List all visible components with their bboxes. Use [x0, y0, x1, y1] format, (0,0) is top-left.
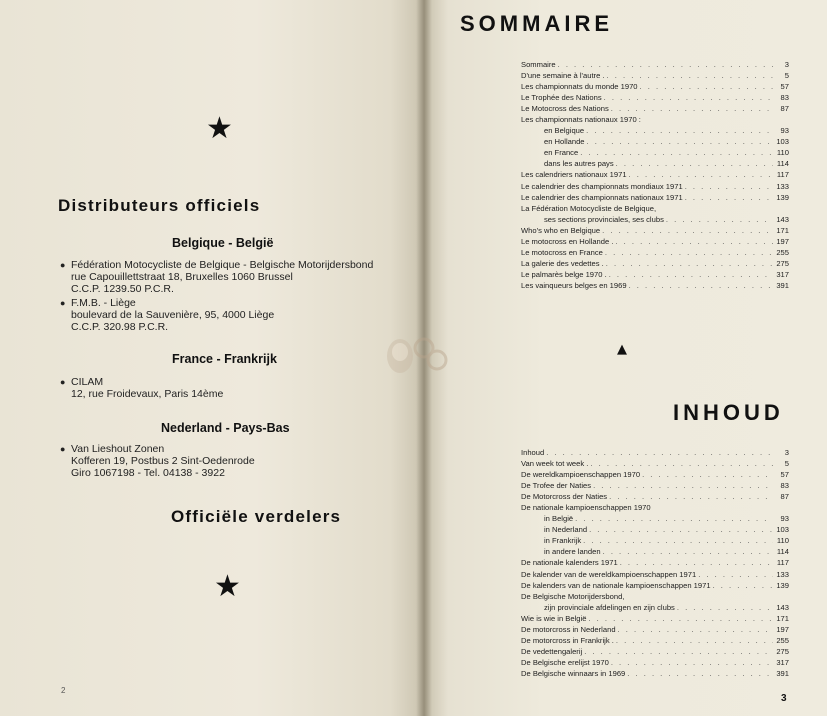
toc-label: De motorcross in Nederland	[521, 624, 616, 634]
toc-label: Les championnats du monde 1970	[521, 82, 638, 92]
toc-leader-dots	[614, 635, 773, 646]
sommaire-entry	[521, 236, 789, 247]
country-france-title: France - Frankrijk	[172, 352, 277, 366]
inhoud-entry	[521, 458, 789, 469]
toc-label: De wereldkampioenschappen 1970	[521, 470, 641, 480]
inhoud-entry	[521, 480, 789, 491]
sommaire-entry	[521, 225, 789, 236]
toc-label: De Belgische erelijst 1970	[521, 657, 609, 667]
distributor-account: C.C.P. 1239.50 P.C.R.	[71, 283, 174, 295]
toc-leader-dots	[556, 59, 773, 70]
toc-leader-dots	[683, 192, 773, 203]
toc-leader-dots	[588, 458, 773, 469]
bullet-icon: ●	[60, 377, 66, 387]
toc-leader-dots	[618, 557, 773, 568]
toc-label: Le motocross en Hollande .	[521, 236, 614, 246]
toc-leader-dots	[600, 225, 773, 236]
toc-leader-dots	[603, 247, 773, 258]
distributor-address: 12, rue Froidevaux, Paris 14ème	[71, 388, 224, 400]
toc-leader-dots	[609, 103, 773, 114]
sommaire-entry	[521, 214, 789, 225]
toc-page-number: 5	[784, 459, 789, 469]
inhoud-entry	[521, 524, 789, 535]
toc-label: De Belgische Motorijdersbond,	[521, 591, 625, 601]
toc-label: Le Motocross des Nations	[521, 104, 609, 114]
inhoud-entry	[521, 602, 789, 613]
toc-page-number: 275	[776, 258, 789, 268]
inhoud-entry	[521, 546, 789, 557]
toc-label: Le calendrier des championnats mondiaux 1971	[521, 181, 683, 191]
bullet-icon: ●	[60, 260, 66, 270]
toc-page-number: 3	[784, 448, 789, 457]
toc-leader-dots	[614, 158, 773, 169]
toc-label: La Fédération Motocycliste de Belgique,	[521, 203, 657, 213]
toc-page-number: 103	[776, 137, 789, 147]
toc-page-number: 114	[776, 159, 789, 169]
toc-page-number: 5	[784, 71, 789, 81]
toc-page-number: 197	[776, 236, 789, 246]
toc-label: La galerie des vedettes .	[521, 258, 604, 268]
toc-page-number: 117	[776, 170, 789, 180]
toc-page-number: 139	[776, 580, 789, 590]
inhoud-entry	[521, 447, 789, 458]
country-belgium-title: Belgique - België	[172, 236, 274, 250]
toc-label: Le Trophée des Nations	[521, 93, 602, 103]
inhoud-entry	[521, 646, 789, 657]
country-netherlands-title: Nederland - Pays-Bas	[161, 421, 290, 435]
sommaire-entry	[521, 269, 789, 280]
toc-label: De Belgische winnaars in 1969	[521, 668, 626, 678]
sommaire-entry	[521, 147, 789, 158]
sommaire-entry	[521, 114, 789, 125]
toc-leader-dots	[585, 136, 773, 147]
distributor-name: CILAM	[71, 376, 104, 388]
toc-page-number: 171	[776, 613, 789, 623]
toc-leader-dots	[640, 469, 773, 480]
distributor-entry	[60, 259, 374, 295]
toc-leader-dots	[591, 480, 773, 491]
page-number-left: 2	[61, 686, 66, 695]
inhoud-entry	[521, 668, 789, 679]
toc-label: Le calendrier des championnats nationaux 1971	[521, 192, 683, 202]
sommaire-entry	[521, 247, 789, 258]
toc-page-number: 93	[780, 514, 789, 524]
sommaire-list	[521, 59, 789, 291]
toc-page-number: 255	[776, 635, 789, 645]
toc-page-number: 133	[776, 181, 789, 191]
inhoud-entry	[521, 557, 789, 568]
inhoud-entry	[521, 491, 789, 502]
sommaire-entry	[521, 203, 789, 214]
bullet-icon: ●	[60, 298, 66, 308]
distributor-name: Fédération Motocycliste de Belgique - Belgische Motorijdersbond	[71, 259, 374, 271]
toc-page-number: 87	[780, 104, 789, 114]
sommaire-entry	[521, 192, 789, 203]
toc-leader-dots	[573, 513, 773, 524]
sommaire-entry	[521, 70, 789, 81]
toc-label: zijn provinciale afdelingen en zijn clubs	[544, 602, 675, 612]
sommaire-entry	[521, 169, 789, 180]
toc-leader-dots	[584, 125, 773, 136]
toc-page-number: 139	[776, 192, 789, 202]
distributor-entry	[60, 443, 255, 479]
distributor-entry	[60, 376, 224, 400]
toc-label: De Motorcross der Naties	[521, 492, 608, 502]
toc-leader-dots	[586, 613, 773, 624]
toc-leader-dots	[607, 491, 773, 502]
heading-distributeurs: Distributeurs officiels	[58, 196, 261, 215]
distributor-address: Kofferen 19, Postbus 2 Sint-Oedenrode	[71, 455, 255, 467]
inhoud-entry	[521, 624, 789, 635]
toc-label: De kalender van de wereldkampioenschappen 1971	[521, 569, 697, 579]
inhoud-entry	[521, 591, 789, 602]
toc-page-number: 391	[776, 668, 789, 678]
toc-label: De nationale kalenders 1971	[521, 558, 618, 568]
toc-label: Who's who en Belgique	[521, 225, 601, 235]
toc-page-number: 117	[776, 558, 789, 568]
toc-label: Les calendriers nationaux 1971	[521, 170, 627, 180]
toc-page-number: 391	[776, 280, 789, 290]
toc-leader-dots	[604, 258, 773, 269]
toc-label: in België	[544, 514, 574, 524]
toc-page-number: 114	[776, 547, 789, 557]
distributor-entry	[60, 297, 275, 333]
distributor-account: C.C.P. 320.98 P.C.R.	[71, 321, 169, 333]
toc-page-number: 317	[776, 269, 789, 279]
sommaire-entry	[521, 92, 789, 103]
toc-page-number: 255	[776, 247, 789, 257]
toc-label: De nationale kampioenschappen 1970	[521, 503, 651, 513]
toc-leader-dots	[601, 546, 773, 557]
inhoud-list	[521, 447, 789, 679]
toc-label: Les championnats nationaux 1970 :	[521, 115, 641, 125]
toc-page-number: 317	[776, 657, 789, 667]
library-stamp-icon	[383, 330, 449, 380]
toc-label: in andere landen	[544, 547, 601, 557]
toc-label: Inhoud	[521, 448, 545, 457]
distributor-name: F.M.B. - Liège	[71, 297, 136, 309]
star-icon: ★	[206, 111, 233, 146]
toc-page-number: 197	[776, 624, 789, 634]
toc-leader-dots	[578, 147, 773, 158]
sommaire-entry	[521, 136, 789, 147]
toc-leader-dots	[627, 169, 773, 180]
sommaire-entry	[521, 158, 789, 169]
toc-page-number: 83	[780, 481, 789, 491]
inhoud-entry	[521, 657, 789, 668]
toc-label: en Hollande	[544, 137, 585, 147]
distributor-address: rue Capouillettstraat 18, Bruxelles 1060 Brussel	[71, 271, 293, 283]
sommaire-entry	[521, 258, 789, 269]
toc-leader-dots	[616, 624, 773, 635]
toc-leader-dots	[683, 181, 773, 192]
bullet-icon: ●	[60, 444, 66, 454]
sommaire-entry	[521, 181, 789, 192]
sommaire-entry	[521, 81, 789, 92]
toc-label: De vedettengalerij	[521, 646, 583, 656]
toc-page-number: 57	[780, 82, 789, 92]
toc-page-number: 57	[780, 470, 789, 480]
toc-leader-dots	[581, 535, 773, 546]
toc-page-number: 133	[776, 569, 789, 579]
toc-page-number: 110	[776, 148, 789, 158]
heading-officiele-verdelers: Officiële verdelers	[171, 507, 342, 526]
toc-leader-dots	[605, 70, 773, 81]
sommaire-entry	[521, 280, 789, 291]
inhoud-entry	[521, 613, 789, 624]
toc-label: ses sections provinciales, ses clubs	[544, 214, 664, 224]
toc-page-number: 87	[780, 492, 789, 502]
inhoud-entry	[521, 580, 789, 591]
toc-label: en Belgique	[544, 126, 585, 136]
inhoud-entry	[521, 535, 789, 546]
inhoud-entry	[521, 502, 789, 513]
toc-label: Le palmarès belge 1970 .	[521, 269, 607, 279]
toc-leader-dots	[638, 81, 773, 92]
toc-label: dans les autres pays	[544, 159, 614, 169]
distributor-address: boulevard de la Sauvenière, 95, 4000 Liège	[71, 309, 275, 321]
inhoud-entry	[521, 569, 789, 580]
star-icon: ★	[214, 569, 241, 604]
toc-label: Van week tot week .	[521, 459, 589, 469]
inhoud-entry	[521, 513, 789, 524]
toc-leader-dots	[609, 657, 773, 668]
sommaire-title: SOMMAIRE	[460, 11, 613, 36]
toc-leader-dots	[544, 447, 773, 458]
toc-leader-dots	[711, 580, 773, 591]
sommaire-entry	[521, 59, 789, 70]
inhoud-entry	[521, 635, 789, 646]
toc-page-number: 110	[776, 536, 789, 546]
toc-page-number: 275	[776, 646, 789, 656]
toc-leader-dots	[675, 602, 773, 613]
toc-page-number: 143	[776, 214, 789, 224]
toc-leader-dots	[696, 569, 773, 580]
distributor-name: Van Lieshout Zonen	[71, 443, 165, 455]
toc-label: Sommaire	[521, 60, 556, 69]
inhoud-entry	[521, 469, 789, 480]
toc-label: en France	[544, 148, 579, 158]
toc-leader-dots	[613, 236, 773, 247]
toc-leader-dots	[587, 524, 773, 535]
toc-page-number: 171	[776, 225, 789, 235]
toc-page-number: 3	[784, 60, 789, 69]
sommaire-entry	[521, 125, 789, 136]
toc-label: Wie is wie in België	[521, 613, 587, 623]
page-number-right: 3	[781, 693, 787, 704]
toc-page-number: 93	[780, 126, 789, 136]
toc-label: in Nederland	[544, 525, 588, 535]
toc-label: Le motocross en France	[521, 247, 603, 257]
toc-label: in Frankrijk	[544, 536, 582, 546]
toc-label: De Trofee der Naties	[521, 481, 592, 491]
toc-leader-dots	[627, 280, 773, 291]
toc-label: Les vainqueurs belges en 1969	[521, 280, 627, 290]
toc-page-number: 143	[776, 602, 789, 612]
toc-leader-dots	[582, 646, 773, 657]
distributor-account: Giro 1067198 - Tel. 04138 - 3922	[71, 467, 225, 479]
toc-leader-dots	[602, 92, 773, 103]
inhoud-title: INHOUD	[673, 400, 784, 425]
sommaire-entry	[521, 103, 789, 114]
right-page	[424, 0, 827, 716]
toc-label: De motorcross in Frankrijk .	[521, 635, 614, 645]
triangle-icon: ▲	[617, 342, 627, 357]
toc-leader-dots	[607, 269, 773, 280]
toc-page-number: 103	[776, 525, 789, 535]
toc-page-number: 83	[780, 93, 789, 103]
toc-label: D'une semaine à l'autre .	[521, 71, 605, 81]
toc-label: De kalenders van de nationale kampioenschappen 1971	[521, 580, 711, 590]
toc-leader-dots	[625, 668, 773, 679]
toc-leader-dots	[664, 214, 773, 225]
